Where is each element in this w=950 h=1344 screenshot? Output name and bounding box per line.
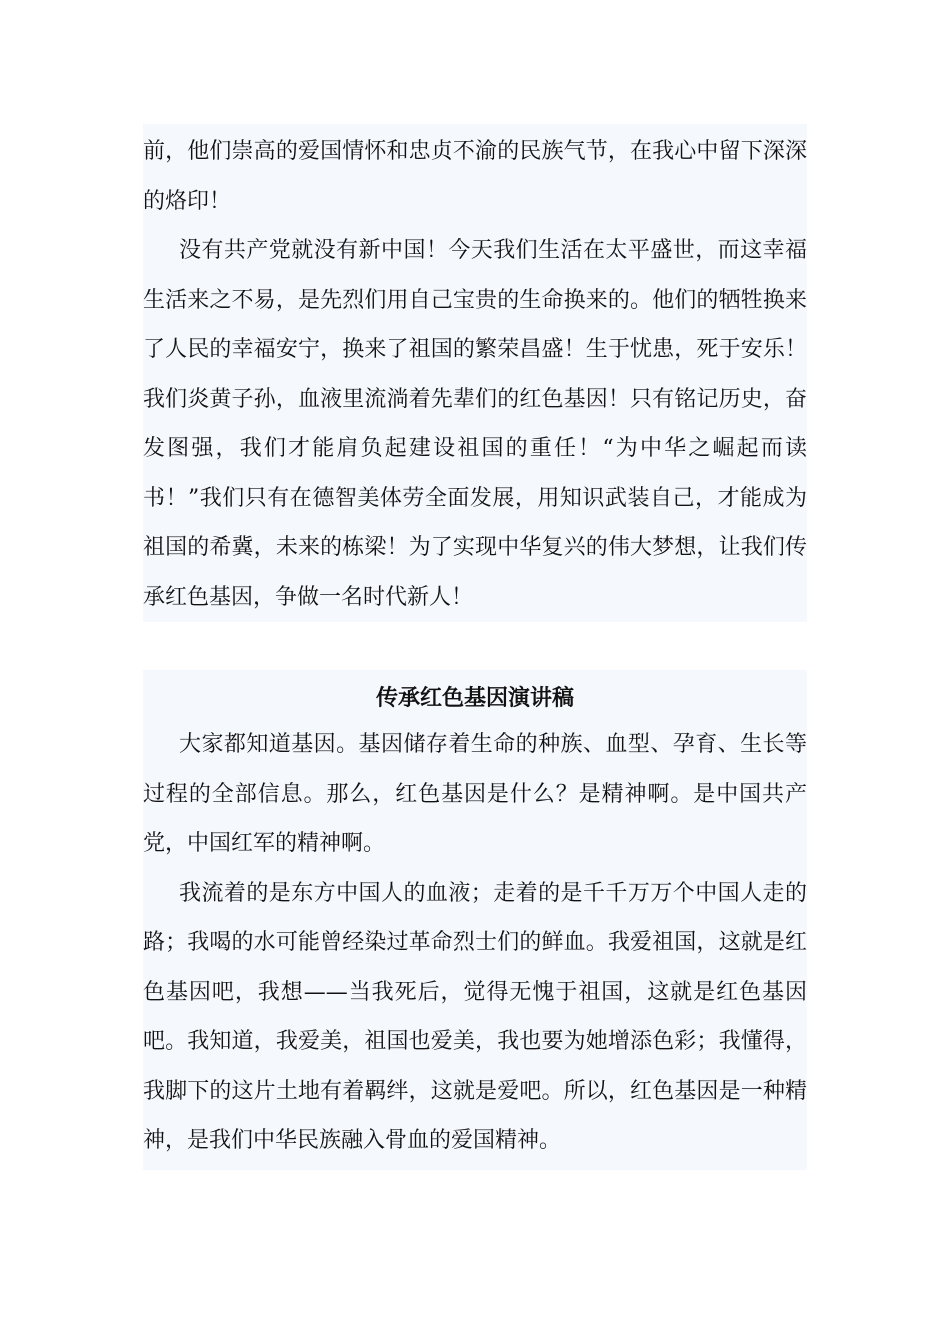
paragraph-love-for-motherland: 我流着的是东方中国人的血液；走着的是千千万万个中国人走的路；我喝的水可能曾经染过革命烈士们的鲜血。我爱祖国，这就是红色基因吧，我想——当我死后，觉得无愧于祖国，这就是红色基因吧。我知道，我爱美，祖国也爱美，我也要为她增添色彩；我懂得，我脚下的这片土地有着羁绊，这就是爱吧。所以，红色基因是一种精神，是我们中华民族融入骨血的爱国精神。 [143, 880, 807, 1153]
speech-section [143, 670, 807, 1170]
paragraph-continuation: 前，他们崇高的爱国情怀和忠贞不渝的民族气节，在我心中留下深深的烙印！ [143, 139, 807, 214]
paragraph-what-is-red-gene: 大家都知道基因。基因储存着生命的种族、血型、孕育、生长等过程的全部信息。那么，红色基因是什么？是精神啊。是中国共产党，中国红军的精神啊。 [143, 732, 807, 856]
speech-continuation-section [143, 124, 807, 622]
speech-title: 传承红色基因演讲稿 [375, 685, 574, 711]
paragraph-party-and-new-china: 没有共产党就没有新中国！今天我们生活在太平盛世，而这幸福生活来之不易，是先烈们用自己宝贵的生命换来的。他们的牺牲换来了人民的幸福安宁，换来了祖国的繁荣昌盛！生于忧患，死于安乐！我们炎黄子孙，血液里流淌着先辈们的红色基因！只有铭记历史，奋发图强，我们才能肩负起建设祖国的重任！“为中华之崛起而读书！”我们只有在德智美体劳全面发展，用知识武装自己，才能成为祖国的希冀，未来的栋梁！为了实现中华复兴的伟大梦想，让我们传承红色基因，争做一名时代新人！ [143, 238, 807, 610]
